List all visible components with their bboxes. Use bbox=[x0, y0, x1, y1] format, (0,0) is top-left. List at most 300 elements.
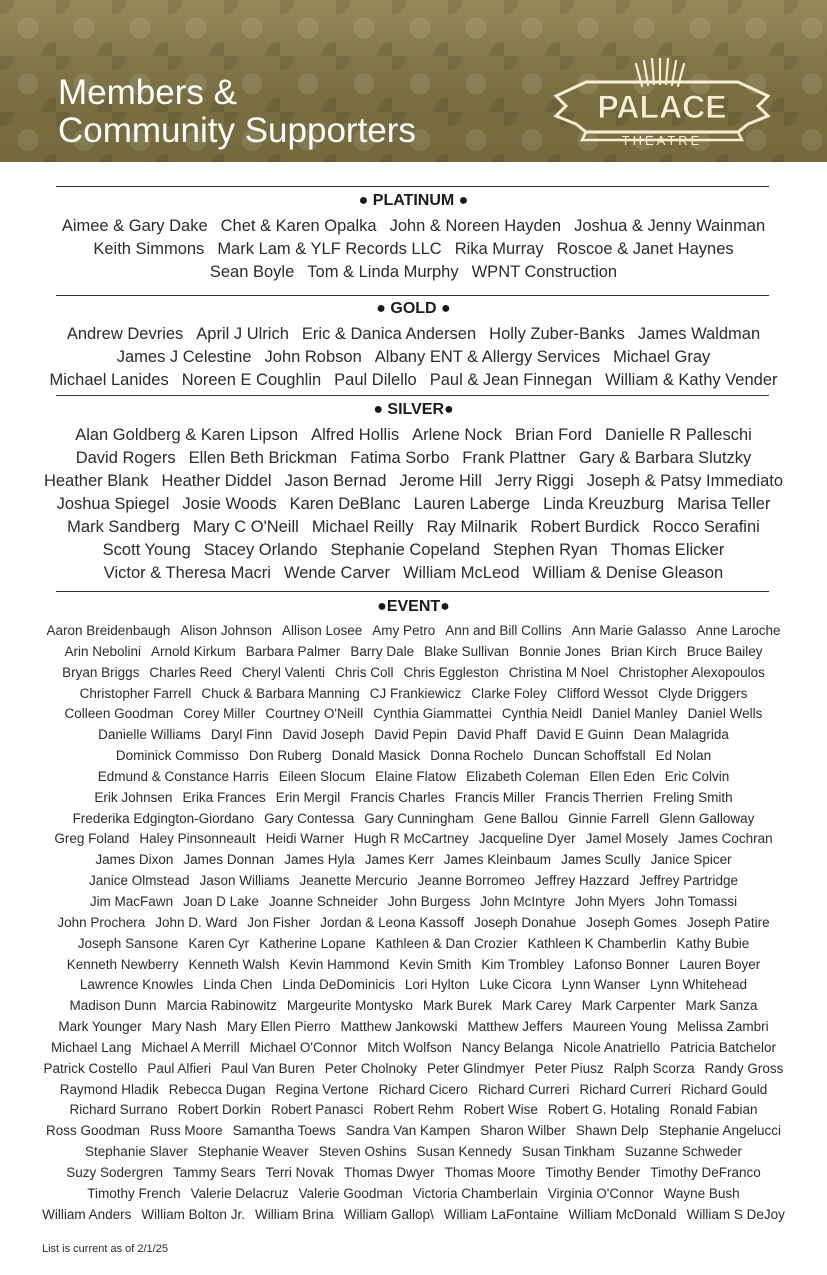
name-row bbox=[0, 663, 827, 684]
supporter-name: David E Guinn bbox=[536, 727, 624, 743]
supporter-name: Amy Petro bbox=[372, 623, 436, 638]
supporter-name: Gene Ballou bbox=[483, 810, 559, 826]
supporter-name: Frank Plattner bbox=[462, 449, 566, 467]
supporter-name: David Joseph bbox=[282, 727, 365, 743]
name-row bbox=[0, 1142, 827, 1163]
supporter-name: Michael O'Connor bbox=[249, 1039, 358, 1055]
palace-theatre-logo bbox=[550, 58, 774, 154]
name-row bbox=[0, 562, 827, 585]
supporter-name: Chuck & Barbara Manning bbox=[201, 685, 360, 701]
supporter-name: Courtney O'Neill bbox=[265, 706, 364, 722]
supporter-name: Blake Sullivan bbox=[424, 643, 509, 659]
supporter-name: Michael Lang bbox=[51, 1039, 132, 1055]
supporter-name: Michael A Merrill bbox=[141, 1039, 240, 1055]
supporter-name: Regina Vertone bbox=[275, 1081, 369, 1097]
supporter-name: Lauren Boyer bbox=[679, 956, 761, 972]
supporter-name: Alfred Hollis bbox=[311, 426, 400, 444]
supporter-name: Dean Malagrida bbox=[633, 727, 729, 743]
supporter-name: Jason Williams bbox=[199, 873, 290, 889]
supporter-name: John D. Ward bbox=[155, 914, 238, 930]
supporter-name: John Prochera bbox=[57, 914, 146, 930]
supporter-name: Bryan Briggs bbox=[62, 664, 140, 680]
name-row bbox=[0, 493, 827, 516]
supporter-name: Glenn Galloway bbox=[659, 810, 755, 826]
supporter-name: Stephanie Weaver bbox=[197, 1144, 309, 1160]
supporter-name: Janice Olmstead bbox=[88, 873, 190, 889]
supporter-name: Heather Diddel bbox=[161, 472, 272, 490]
supporter-name: Timothy Bender bbox=[545, 1164, 641, 1180]
supporter-name: Stephanie Slaver bbox=[85, 1144, 188, 1160]
supporter-name: John & Noreen Hayden bbox=[389, 217, 562, 235]
supporter-name: Stephen Ryan bbox=[493, 541, 598, 559]
supporter-name: Christopher Alexopoulos bbox=[618, 664, 765, 680]
supporter-name: Cheryl Valenti bbox=[241, 664, 325, 680]
gold-section bbox=[0, 300, 827, 392]
supporter-name: Patricia Batchelor bbox=[670, 1039, 776, 1055]
supporter-name: Francis Charles bbox=[350, 789, 445, 805]
supporter-name: Jerome Hill bbox=[399, 472, 482, 490]
supporter-name: Peter Cholnoky bbox=[324, 1060, 418, 1076]
event-section bbox=[0, 598, 827, 1225]
name-row bbox=[0, 913, 827, 934]
supporter-name: Francis Miller bbox=[454, 789, 536, 805]
supporter-name: Robert Dorkin bbox=[177, 1102, 262, 1118]
name-row bbox=[0, 767, 827, 788]
supporter-name: Thomas Dwyer bbox=[343, 1164, 435, 1180]
supporter-name: Matthew Jeffers bbox=[467, 1019, 563, 1035]
supporter-name: Joanne Schneider bbox=[268, 893, 378, 909]
page-title bbox=[58, 74, 416, 150]
supporter-name: Timothy French bbox=[87, 1185, 181, 1201]
name-row bbox=[0, 238, 827, 261]
supporter-name: William McLeod bbox=[403, 564, 520, 582]
supporter-name: William & Denise Gleason bbox=[532, 564, 724, 582]
supporter-name: Keith Simmons bbox=[93, 240, 205, 258]
supporter-name: Heidi Warner bbox=[265, 831, 344, 847]
supporter-name: Kathy Bubie bbox=[676, 935, 750, 951]
name-row bbox=[0, 447, 827, 470]
supporter-name: Richard Cicero bbox=[378, 1081, 468, 1097]
name-row bbox=[0, 829, 827, 850]
supporter-name: Joshua Spiegel bbox=[56, 495, 170, 513]
supporter-name: Rocco Serafini bbox=[652, 518, 760, 536]
supporter-name: James J Celestine bbox=[116, 348, 252, 366]
section-heading: ● SILVER● bbox=[373, 401, 454, 418]
supporter-name: Mitch Wolfson bbox=[367, 1039, 452, 1055]
name-row bbox=[0, 746, 827, 767]
supporter-name: Karen Cyr bbox=[188, 935, 250, 951]
supporter-name: Stacey Orlando bbox=[203, 541, 318, 559]
supporter-name: Sharon Wilber bbox=[480, 1123, 566, 1139]
supporter-name: Michael Gray bbox=[613, 348, 711, 366]
supporter-name: Ralph Scorza bbox=[613, 1060, 695, 1076]
name-row bbox=[0, 1017, 827, 1038]
names-list bbox=[0, 323, 827, 392]
name-row bbox=[0, 369, 827, 392]
supporter-name: Suzy Sodergren bbox=[66, 1164, 164, 1180]
supporter-name: Ann Marie Galasso bbox=[571, 623, 687, 638]
supporter-name: Ginnie Farrell bbox=[568, 810, 650, 826]
supporter-name: Paul Van Buren bbox=[221, 1060, 315, 1076]
supporter-name: Erin Mergil bbox=[275, 789, 341, 805]
name-row bbox=[0, 1163, 827, 1184]
silver-section bbox=[0, 401, 827, 585]
name-row bbox=[0, 424, 827, 447]
supporter-name: Karen DeBlanc bbox=[289, 495, 401, 513]
supporter-name: Richard Curreri bbox=[477, 1081, 570, 1097]
supporter-name: Erik Johnsen bbox=[94, 789, 173, 805]
supporter-name: Jamel Mosely bbox=[585, 831, 669, 847]
supporter-name: Timothy DeFranco bbox=[650, 1164, 761, 1180]
supporter-name: Sean Boyle bbox=[209, 263, 295, 281]
name-row bbox=[0, 850, 827, 871]
supporter-name: Gary Contessa bbox=[264, 810, 355, 826]
supporter-name: Valerie Delacruz bbox=[190, 1185, 289, 1201]
supporter-name: Haley Pinsonneault bbox=[139, 831, 256, 847]
name-row bbox=[0, 871, 827, 892]
supporter-name: John Robson bbox=[264, 348, 362, 366]
supporter-name: Jerry Riggi bbox=[494, 472, 574, 490]
supporter-name: Fatima Sorbo bbox=[350, 449, 450, 467]
supporter-name: Holly Zuber-Banks bbox=[489, 325, 625, 343]
name-row bbox=[0, 621, 827, 642]
supporter-name: Patrick Costello bbox=[43, 1060, 138, 1076]
supporter-name: Rebecca Dugan bbox=[168, 1081, 266, 1097]
supporter-name: Eric Colvin bbox=[664, 768, 730, 784]
logo-subtitle: THEATRE bbox=[621, 133, 703, 148]
supporter-name: Kenneth Newberry bbox=[66, 956, 179, 972]
section-heading: ● PLATINUM ● bbox=[358, 192, 469, 209]
supporter-name: Ray Milnarik bbox=[426, 518, 518, 536]
supporter-name: James Kerr bbox=[364, 852, 434, 868]
supporter-name: Susan Kennedy bbox=[416, 1144, 512, 1160]
name-row bbox=[0, 809, 827, 830]
supporter-name: Jeffrey Partridge bbox=[639, 873, 739, 889]
supporter-name: David Phaff bbox=[457, 727, 527, 743]
supporter-name: Eileen Slocum bbox=[278, 768, 366, 784]
supporter-name: Arin Nebolini bbox=[64, 643, 141, 659]
supporter-name: Jason Bernad bbox=[284, 472, 387, 490]
supporter-name: Heather Blank bbox=[43, 472, 149, 490]
supporter-name: William Brina bbox=[254, 1206, 334, 1222]
supporter-name: Tom & Linda Murphy bbox=[307, 263, 459, 281]
supporter-name: Rika Murray bbox=[454, 240, 544, 258]
supporter-name: Stephanie Copeland bbox=[330, 541, 481, 559]
divider bbox=[56, 186, 769, 187]
supporter-name: Cynthia Giammattei bbox=[373, 706, 492, 722]
name-row bbox=[0, 1059, 827, 1080]
name-row bbox=[0, 215, 827, 238]
supporter-name: Jeanette Mercurio bbox=[299, 873, 408, 889]
footnote: List is current as of 2/1/25 bbox=[42, 1243, 168, 1255]
supporter-name: Lynn Wanser bbox=[561, 977, 640, 993]
supporter-name: Noreen E Coughlin bbox=[181, 371, 322, 389]
supporter-name: Kenneth Walsh bbox=[188, 956, 280, 972]
supporter-name: Lynn Whitehead bbox=[650, 977, 748, 993]
supporter-name: Robert Burdick bbox=[530, 518, 640, 536]
supporter-name: Jon Fisher bbox=[247, 914, 311, 930]
name-row bbox=[0, 470, 827, 493]
supporter-name: Kevin Hammond bbox=[289, 956, 390, 972]
name-row bbox=[0, 955, 827, 976]
supporter-name: Barbara Palmer bbox=[245, 643, 341, 659]
supporter-name: Margeurite Montysko bbox=[286, 998, 413, 1014]
supporter-name: David Pepin bbox=[374, 727, 447, 743]
supporter-name: Arnold Kirkum bbox=[151, 643, 236, 659]
supporter-name: Joseph & Patsy Immediato bbox=[586, 472, 784, 490]
supporter-name: Joan D Lake bbox=[183, 893, 259, 909]
name-row bbox=[0, 1121, 827, 1142]
supporter-name: Robert Panasci bbox=[271, 1102, 364, 1118]
supporter-name: Matthew Jankowski bbox=[340, 1019, 458, 1035]
supporter-name: Elizabeth Coleman bbox=[466, 768, 580, 784]
supporter-name: William Gallop\ bbox=[343, 1206, 434, 1222]
names-list bbox=[0, 215, 827, 284]
supporter-name: James Cochran bbox=[678, 831, 773, 847]
supporter-name: William S DeJoy bbox=[686, 1206, 785, 1222]
supporter-name: Mark Burek bbox=[422, 998, 492, 1014]
names-list bbox=[0, 424, 827, 585]
supporter-name: Roscoe & Janet Haynes bbox=[556, 240, 734, 258]
supporter-name: Christopher Farrell bbox=[79, 685, 192, 701]
supporter-name: Freling Smith bbox=[653, 789, 733, 805]
supporter-name: Victor & Theresa Macri bbox=[103, 564, 271, 582]
title-line-2: Community Supporters bbox=[58, 111, 416, 150]
supporter-name: Ed Nolan bbox=[655, 748, 712, 764]
supporter-name: Chris Coll bbox=[334, 664, 394, 680]
name-row bbox=[0, 1038, 827, 1059]
supporter-name: Kevin Smith bbox=[399, 956, 472, 972]
supporter-name: Francis Therrien bbox=[545, 789, 644, 805]
supporter-name: Richard Curreri bbox=[579, 1081, 671, 1097]
supporter-name: Mark Carey bbox=[501, 998, 572, 1014]
supporter-name: Jeffrey Hazzard bbox=[534, 873, 630, 889]
supporter-name: Anne Laroche bbox=[696, 623, 781, 638]
supporter-name: Charles Reed bbox=[149, 664, 232, 680]
divider bbox=[56, 591, 769, 592]
supporter-name: Mary C O'Neill bbox=[192, 518, 299, 536]
supporter-name: Katherine Lopane bbox=[259, 935, 366, 951]
name-row bbox=[0, 1205, 827, 1226]
name-row bbox=[0, 323, 827, 346]
supporter-name: Bruce Bailey bbox=[686, 643, 763, 659]
supporter-name: Donald Masick bbox=[331, 748, 421, 764]
supporter-name: Mark Younger bbox=[58, 1019, 142, 1035]
supporter-name: Linda Chen bbox=[203, 977, 273, 993]
supporter-name: Erika Frances bbox=[182, 789, 266, 805]
divider bbox=[56, 295, 769, 296]
supporter-name: Eric & Danica Andersen bbox=[301, 325, 477, 343]
supporter-name: Robert G. Hotaling bbox=[547, 1102, 660, 1118]
supporter-name: Linda Kreuzburg bbox=[543, 495, 665, 513]
supporter-name: Danielle R Palleschi bbox=[605, 426, 752, 444]
supporter-name: James Kleinbaum bbox=[443, 852, 552, 868]
supporter-name: Chet & Karen Opalka bbox=[220, 217, 377, 235]
supporter-name: Wende Carver bbox=[283, 564, 391, 582]
supporter-name: Joseph Sansone bbox=[77, 935, 179, 951]
supporter-name: Jeanne Borromeo bbox=[417, 873, 525, 889]
supporter-name: William Anders bbox=[42, 1206, 132, 1222]
supporter-name: Allison Losee bbox=[281, 623, 363, 638]
supporter-name: Bonnie Jones bbox=[518, 643, 601, 659]
name-row bbox=[0, 684, 827, 705]
supporter-name: Hugh R McCartney bbox=[353, 831, 469, 847]
supporter-name: Mark Carpenter bbox=[581, 998, 676, 1014]
supporter-name: John Burgess bbox=[387, 893, 471, 909]
supporter-name: Michael Reilly bbox=[311, 518, 414, 536]
supporter-name: William Bolton Jr. bbox=[141, 1206, 245, 1222]
supporter-name: Clarke Foley bbox=[471, 685, 548, 701]
name-row bbox=[0, 704, 827, 725]
supporter-name: CJ Frankiewicz bbox=[369, 685, 462, 701]
supporter-name: Cynthia Neidl bbox=[501, 706, 583, 722]
title-line-1: Members & bbox=[58, 73, 237, 112]
supporter-name: Alan Goldberg & Karen Lipson bbox=[75, 426, 299, 444]
section-heading: ●EVENT● bbox=[377, 598, 450, 615]
supporter-name: Marcia Rabinowitz bbox=[166, 998, 277, 1014]
supporter-name: Terri Novak bbox=[265, 1164, 334, 1180]
supporter-name: Joseph Donahue bbox=[474, 914, 577, 930]
supporter-name: Thomas Elicker bbox=[610, 541, 725, 559]
supporter-name: Joseph Gomes bbox=[586, 914, 678, 930]
supporter-name: Ellen Beth Brickman bbox=[188, 449, 338, 467]
section-heading: ● GOLD ● bbox=[376, 300, 451, 317]
supporter-name: Ellen Eden bbox=[589, 768, 655, 784]
supporter-name: WPNT Construction bbox=[471, 263, 618, 281]
header-banner bbox=[0, 0, 827, 162]
supporter-name: Melissa Zambri bbox=[677, 1019, 769, 1035]
name-row bbox=[0, 642, 827, 663]
supporter-name: Shawn Delp bbox=[575, 1123, 649, 1139]
supporter-name: Scott Young bbox=[102, 541, 191, 559]
supporter-name: William LaFontaine bbox=[443, 1206, 559, 1222]
supporter-name: Chris Eggleston bbox=[403, 664, 499, 680]
supporter-name: Gary Cunningham bbox=[364, 810, 474, 826]
supporter-name: Barry Dale bbox=[350, 643, 415, 659]
supporter-name: Mary Ellen Pierro bbox=[226, 1019, 331, 1035]
supporter-name: Russ Moore bbox=[149, 1123, 223, 1139]
supporter-name: John Tomassi bbox=[654, 893, 738, 909]
supporter-name: James Waldman bbox=[637, 325, 761, 343]
supporter-name: Nancy Belanga bbox=[461, 1039, 554, 1055]
supporter-name: Dominick Commisso bbox=[115, 748, 239, 764]
supporter-name: Frederika Edgington-Giordano bbox=[72, 810, 255, 826]
supporter-name: Donna Rochelo bbox=[430, 748, 524, 764]
name-row bbox=[0, 996, 827, 1017]
platinum-section bbox=[0, 192, 827, 284]
supporter-name: Joshua & Jenny Wainman bbox=[574, 217, 766, 235]
supporter-name: Don Ruberg bbox=[248, 748, 322, 764]
supporter-name: Stephanie Angelucci bbox=[658, 1123, 781, 1139]
supporter-name: Edmund & Constance Harris bbox=[97, 768, 269, 784]
supporter-name: Brian Kirch bbox=[610, 643, 677, 659]
supporter-name: Marisa Teller bbox=[677, 495, 771, 513]
supporter-name: Danielle Williams bbox=[98, 727, 201, 743]
supporter-name: Corey Miller bbox=[183, 706, 256, 722]
name-row bbox=[0, 261, 827, 284]
supporter-name: Clifford Wessot bbox=[557, 685, 649, 701]
supporter-name: Randy Gross bbox=[704, 1060, 784, 1076]
supporter-name: Susan Tinkham bbox=[521, 1144, 615, 1160]
supporter-name: Clyde Driggers bbox=[658, 685, 748, 701]
supporter-name: Michael Lanides bbox=[49, 371, 169, 389]
supporter-name: Paul Dilello bbox=[334, 371, 417, 389]
supporter-name: Jordan & Leona Kassoff bbox=[320, 914, 465, 930]
supporter-name: Albany ENT & Allergy Services bbox=[374, 348, 601, 366]
name-row bbox=[0, 934, 827, 955]
supporter-name: Duncan Schoffstall bbox=[533, 748, 646, 764]
supporter-name: Arlene Nock bbox=[412, 426, 503, 444]
supporter-name: Aimee & Gary Dake bbox=[61, 217, 208, 235]
name-row bbox=[0, 788, 827, 809]
supporter-name: Alison Johnson bbox=[180, 623, 272, 638]
supporter-name: Luke Cicora bbox=[479, 977, 552, 993]
supporter-name: John Myers bbox=[575, 893, 645, 909]
supporter-name: James Hyla bbox=[284, 852, 355, 868]
supporter-name: Josie Woods bbox=[182, 495, 277, 513]
supporter-name: Ross Goodman bbox=[46, 1123, 140, 1139]
supporter-name: Richard Gould bbox=[681, 1081, 768, 1097]
supporter-name: Paul Alfieri bbox=[147, 1060, 212, 1076]
name-row bbox=[0, 539, 827, 562]
supporter-name: James Scully bbox=[561, 852, 641, 868]
supporter-name: Peter Glindmyer bbox=[427, 1060, 525, 1076]
supporter-name: Daniel Manley bbox=[592, 706, 678, 722]
supporter-name: Kim Trombley bbox=[481, 956, 564, 972]
names-list bbox=[0, 621, 827, 1225]
supporter-name: Raymond Hladik bbox=[59, 1081, 159, 1097]
supporter-name: Mark Lam & YLF Records LLC bbox=[217, 240, 442, 258]
supporter-name: Brian Ford bbox=[515, 426, 593, 444]
supporter-name: William & Kathy Vender bbox=[605, 371, 778, 389]
supporter-name: Gary & Barbara Slutzky bbox=[578, 449, 752, 467]
supporter-name: Daniel Wells bbox=[687, 706, 763, 722]
supporter-name: Victoria Chamberlain bbox=[412, 1185, 538, 1201]
supporter-name: Thomas Moore bbox=[444, 1164, 536, 1180]
supporter-name: Kathleen & Dan Crozier bbox=[375, 935, 518, 951]
supporter-name: Mark Sanza bbox=[685, 998, 758, 1014]
supporter-name: Christina M Noel bbox=[508, 664, 609, 680]
supporter-name: Tammy Sears bbox=[173, 1164, 256, 1180]
supporter-name: John McIntyre bbox=[480, 893, 566, 909]
supporter-name: Lauren Laberge bbox=[413, 495, 531, 513]
name-row bbox=[0, 1100, 827, 1121]
supporter-name: Lori Hylton bbox=[404, 977, 470, 993]
supporter-name: Mark Sandberg bbox=[67, 518, 180, 536]
name-row bbox=[0, 346, 827, 369]
logo-wordmark: PALACE bbox=[597, 89, 727, 125]
name-row bbox=[0, 516, 827, 539]
supporter-name: Daryl Finn bbox=[210, 727, 273, 743]
supporter-name: James Donnan bbox=[183, 852, 275, 868]
supporter-name: Lafonso Bonner bbox=[573, 956, 670, 972]
supporter-name: Robert Rehm bbox=[373, 1102, 454, 1118]
supporter-name: Nicole Anatriello bbox=[563, 1039, 661, 1055]
supporter-name: Peter Piusz bbox=[534, 1060, 604, 1076]
supporter-name: Lawrence Knowles bbox=[79, 977, 194, 993]
supporter-name: Ronald Fabian bbox=[669, 1102, 758, 1118]
supporter-name: Maureen Young bbox=[572, 1019, 668, 1035]
name-row bbox=[0, 975, 827, 996]
divider bbox=[56, 395, 769, 396]
supporter-name: Paul & Jean Finnegan bbox=[429, 371, 593, 389]
supporter-name: Janice Spicer bbox=[650, 852, 732, 868]
supporter-name: Valerie Goodman bbox=[298, 1185, 403, 1201]
supporter-name: Joseph Patire bbox=[687, 914, 770, 930]
name-row bbox=[0, 725, 827, 746]
name-row bbox=[0, 892, 827, 913]
supporter-name: April J Ulrich bbox=[196, 325, 289, 343]
